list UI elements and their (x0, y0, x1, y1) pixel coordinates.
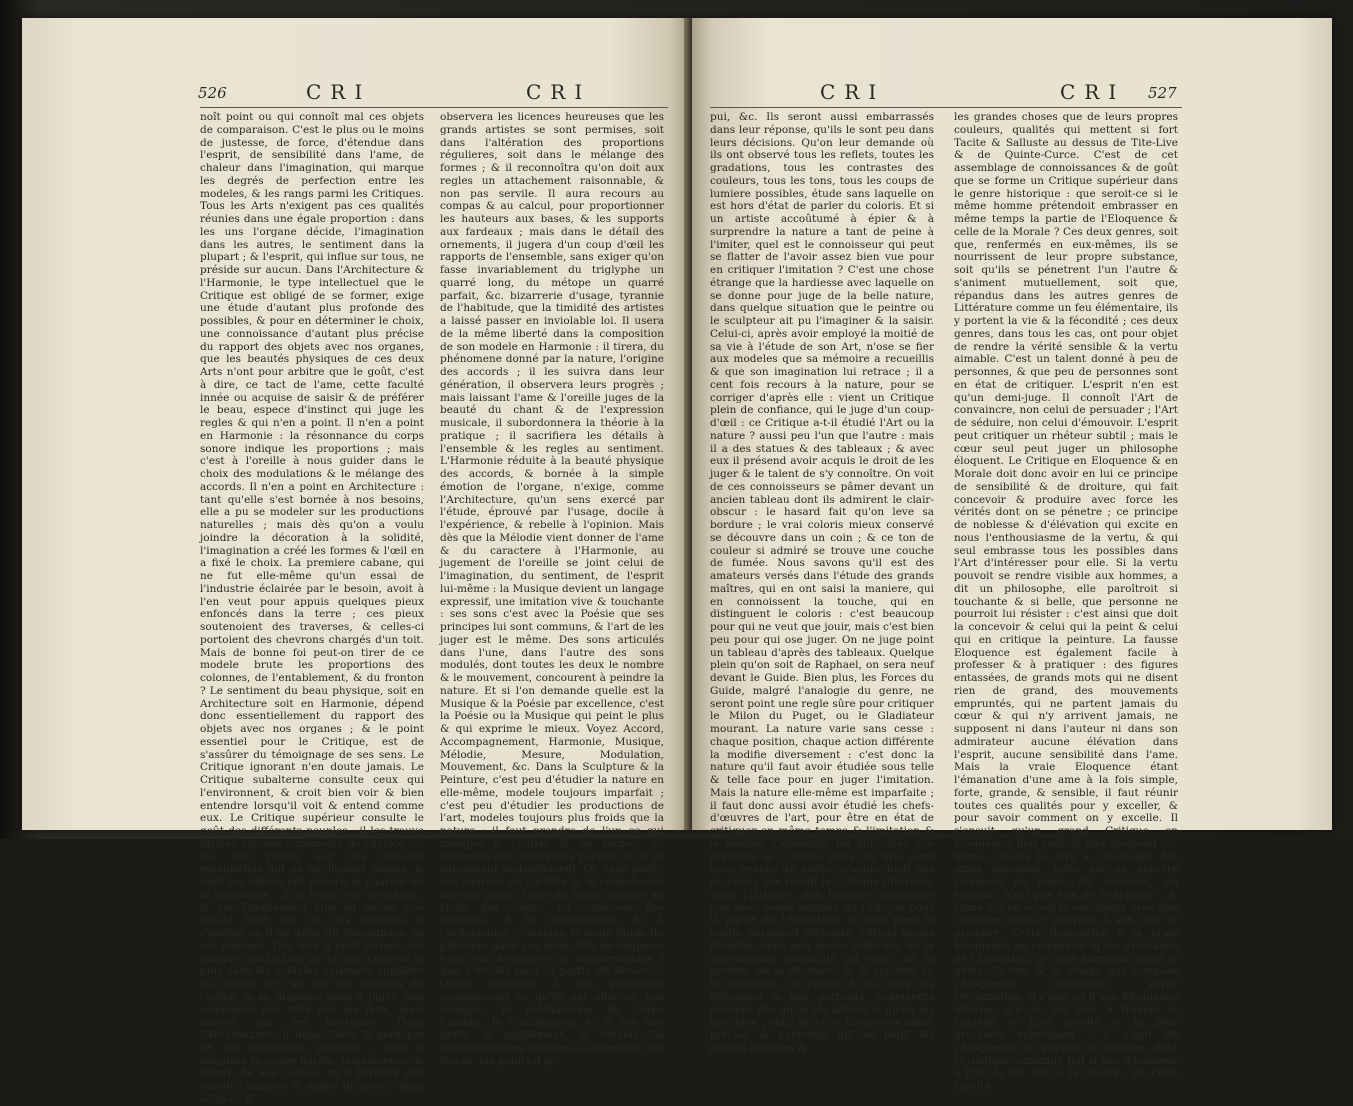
text-block: pui, &c. Ils seront aussi embarrassés dans leur réponse, qu'ils le sont peu dans leurs décisions. Qu'on leur demande où ils ont observé tous les reflets, toutes les gradations, tous les contrastes des couleurs, tous les tons, tous les coups de lumiere possibles, étude sans laquelle on est hors d'état de parler du coloris. Et si un artiste accoûtumé à épier & à surprendre la nature a tant de peine à l'imiter, quel est le connoisseur qui peut se flatter de l'avoir assez bien vue pour en critiquer l'imitation ? C'est une chose étrange que la hardiesse avec laquelle on se donne pour juge de la belle nature, dans quelque situation que le peintre ou le sculpteur ait pu l'imaginer & la saisir. Celui-ci, après avoir employé la moitié de sa vie à l'étude de son Art, n'ose se fier aux modeles que sa mémoire a recueillis & que son imagination lui retrace ; il a cent fois recours à la nature, pour se corriger d'après elle : vient un Critique plein de confiance, qui le juge d'un coup-d'œil : ce Critique a-t-il étudié l'Art ou la nature ? aussi peu l'un que l'autre : mais il a des statues & des tableaux ; & avec eux il présend avoir acquis le droit de les juger & le talent de s'y connoître. On voit de ces connoisseurs se pâmer devant un ancien tableau dont ils admirent le clair-obscur : le hasard fait qu'on leve sa bordure ; le vrai coloris mieux conservé se découvre dans un coin ; & ce ton de couleur si admiré se trouve une couche de fumée. Nous savons qu'il est des amateurs versés dans l'étude des grands maîtres, qui en ont saisi la maniere, qui en connoissent la touche, qui en distinguent le coloris : c'est beaucoup pour qui ne veut que jouir, mais c'est bien peu pour qui ose juger. On ne juge point un tableau d'après des tableaux. Quelque plein qu'on soit de Raphael, on sera neuf devant le Guide. Bien plus, les Forces du Guide, malgré l'analogie du genre, ne seront point une regle sûre pour critiquer le Milon du Puget, ou le Gladiateur mourant. La nature varie sans cesse : chaque position, chaque action différente la modifie diversement : c'est donc la nature qu'il faut avoir étudiée sous telle & telle face pour en juger l'imitation. Mais la nature elle-même est imparfaite ; il faut donc aussi avoir étudié les chefs-d'œuvres de l'art, pour être en état de critiquer en même temps & l'imitation & le modele. Cependant les difficultés que présente la Critique dans les Arts dont nous venons de parler, n'approchent pas de celles que réunit la Critique littéraire. Dans l'Histoire, aux lumieres profondes que nous avons exigées du Critique pour la partie de l'Erudition, se joint pour la partie purement littéraire, l'étude moins étendue, mais non moins réfléchie, de la majestueuse simplicité du style, de la netteté, de la décence, de la rapidité de la narration ; de l'usage & du choix des réflexions & des portraits, ornements puériles dès qu'on les affecte & qu'on les prodigue ; enfin de cette Eloquence mâle, précise, & naturelle, qui ne peint les grands hommes & (710, 111, 934, 1054)
header-rule-left (200, 107, 668, 108)
right-page-column-2 (954, 111, 1178, 1092)
page-number-left: 526 (198, 84, 227, 102)
text-block: observera les licences heureuses que les grands artistes se sont permises, soit dans l'altération des proportions régulieres, soit dans le mélange des formes ; & il reconnoîtra qu'on doit aux regles un attachement raisonnable, & non pas servile. Il aura recours au compas & au calcul, pour proportionner les hauteurs aux bases, & les supports aux fardeaux ; mais dans le détail des ornements, il jugera d'un coup d'œil les rapports de l'ensemble, sans exiger qu'on fasse invariablement du triglyphe un quarré long, du métope un quarré parfait, &c. bizarrerie d'usage, tyrannie de l'habitude, que la timidité des artistes a laissé passer en inviolable loi. Il usera de la même liberté dans la composition de son modele en Harmonie : il tirera, du phénomene donné par la nature, l'origine des accords ; il les suivra dans leur génération, il observera leurs progrès ; mais laissant l'ame & l'oreille juges de la beauté du chant & de l'expression musicale, il subordonnera la théorie à la pratique ; il sacrifiera les détails à l'ensemble & les regles au sentiment. L'Harmonie réduite à la beauté physique des accords, & bornée à la simple émotion de l'organe, n'exige, comme l'Architecture, qu'un sens exercé par l'étude, éprouvé par l'usage, docile à l'expérience, & rebelle à l'opinion. Mais dès que la Mélodie vient donner de l'ame & du caractere à l'Harmonie, au jugement de l'oreille se joint celui de l'imagination, du sentiment, de l'esprit lui-même : la Musique devient un langage expressif, une imitation vive & touchante : ses sons c'est avec la Poésie que ses principes lui sont communs, & l'art de les juger est le même. Des sons articulés dans l'une, dans l'autre des sons modulés, dont toutes les deux le nombre & le mouvement, concourent à peindre la nature. Et si l'on demande quelle est la Musique & la Poésie par excellence, c'est la Poésie ou la Musique qui peint le plus & qui exprime le mieux. Voyez Accord, Accompagnement, Harmonie, Musique, Mélodie, Mesure, Modulation, Mouvement, &c. Dans la Sculpture & la Peinture, c'est peu d'étudier la nature en elle-même, modele toujours imparfait ; c'est peu d'étudier les productions de l'art, modeles toujours plus froids que la nature : il faut prendre de l'un ce qui manque à l'autre, & se former un ensemble des différentes parties où ils se surpassent mutuellement. Or, sans parler des sources où l'artiste & le connoisseur doivent puiser l'idée du beau, relative au choix des sujets, au caractere des passions, à la composition, & à l'ordonnance ; combien la seule étude du physique dans ces deux Arts ne suppose-t-elle pas d'épreuves & d'observations ? que d'études pour la partie du dessein ! Qu'on demande à nos prétendus connoisseurs ce qu'ils ont observé, par exemple, le méchanisme du corps humain, la combinaison & le jeu des nerfs, le gonflement, la tension, la contraction des muscles, la direction des forces, les points d'ap- (440, 111, 664, 1067)
left-page (22, 18, 690, 1105)
running-head-left-1: CRI (306, 80, 372, 104)
right-page-column-1 (710, 111, 934, 1054)
text-block: les grandes choses que de leurs propres couleurs, qualités qui mettent si fort Tacite & Salluste au dessus de Tite-Live & de Quinte-Curce. C'est de cet assemblage de connoissances & de goût que se forme un Critique supérieur dans le genre historique : que seroit-ce si le même homme prétendoit embrasser en même temps la partie de l'Eloquence & celle de la Morale ? Ces deux genres, soit que, renfermés en eux-mêmes, ils se nourrissent de leur propre substance, soit qu'ils se pénetrent l'un l'autre & s'animent mutuellement, soit que, répandus dans les autres genres de Littérature comme un feu élémentaire, ils y portent la vie & la fécondité ; ces deux genres, dans tous les cas, ont pour objet de rendre la vérité sensible & la vertu aimable. C'est un talent donné à peu de personnes, & que peu de personnes sont en état de critiquer. L'esprit n'en est qu'un demi-juge. Il connoît l'Art de convaincre, non celui de persuader ; l'Art de séduire, non celui d'émouvoir. L'esprit peut critiquer un rhéteur subtil ; mais le cœur seul peut juger un philosophe éloquent. Le Critique en Eloquence & en Morale doit donc avoir en lui ce principe de sensibilité & de droiture, qui fait concevoir & produire avec force les vérités dont on se pénetre ; ce principe de noblesse & d'élévation qui excite en nous l'enthousiasme de la vertu, & qui seul embrasse tous les possibles dans l'Art d'intéresser pour elle. Si la vertu pouvoit se rendre visible aux hommes, a dit un philosophe, elle paroîtroit si touchante & si belle, que personne ne pourroit lui résister : c'est ainsi que doit la concevoir & celui qui la peint & celui qui en critique la peinture. La fausse Eloquence est également facile à professer & à pratiquer : des figures entassées, de grands mots qui ne disent rien de grand, des mouvements empruntés, qui ne partent jamais du cœur & qui n'y arrivent jamais, ne supposent ni dans l'auteur ni dans son admirateur aucune élévation dans l'esprit, aucune sensibilité dans l'ame. Mais la vraie Eloquence étant l'émanation d'une ame à la fois simple, forte, grande, & sensible, il faut réunir toutes ces qualités pour y exceller, & pour savoir comment on y excelle. Il s'ensuit qu'un grand Critique en Eloquence, doit pouvoir être éloquent lui-même. Osons le dire à l'avantage des ames sensibles, celui qui se pénetre vivement du beau, du touchant, du sublime, n'est pas loin de l'exprimer ; & l'ame qui en reçoit le sentiment avec une certaine chaleur, pourroit à son tour le produire. Cette disposition à la vraie Eloquence ne comprend ni les avantages de l'Elocution, ni cette harmonie entre le geste, le ton, & le visage qui compose l'Eloquence extérieure. Voyez Déclamation. Il s'agit ici d'une Eloquence interne, qui se fait jour à travers le langage le plus inculte & la plus grossiere expression : il s'agit de l'Eloquence du paysan du Danube, dont la rustique sublimité fait si peu d'honneur à l'Art & fait tant à la nature ; de cette faculté (954, 111, 1178, 1092)
running-head-left-2: CRI (526, 80, 592, 104)
left-page-column-1 (200, 111, 424, 1105)
running-head-right-1: CRI (820, 80, 886, 104)
header-rule-right (710, 107, 1182, 108)
running-head-right-2: CRI (1060, 80, 1126, 104)
text-block: noît point ou qui connoît mal ces objets de comparaison. C'est le plus ou le moins de justesse, de force, d'étendue dans l'esprit, de sensibilité dans l'ame, de chaleur dans l'imagination, qui marque les degrés de perfection entre les modeles, & les rangs parmi les Critiques. Tous les Arts n'exigent pas ces qualités réunies dans une égale proportion : dans les uns l'organe décide, l'imagination dans les autres, le sentiment dans la plupart ; & l'esprit, qui influe sur tous, ne préside sur aucun. Dans l'Architecture & l'Harmonie, le type intellectuel que le Critique est obligé de se former, exige une étude d'autant plus profonde des possibles, & pour en déterminer le choix, une connoissance d'autant plus précise du rapport des objets avec nos organes, que les beautés physiques de ces deux Arts n'ont pour arbitre que le goût, c'est à dire, ce tact de l'ame, cette faculté innée ou acquise de saisir & de préférer le beau, espece d'instinct qui juge les regles & qui n'en a point. Il n'en a point en Harmonie : la résonnance du corps sonore indique les proportions ; mais c'est à l'oreille à nous guider dans le choix des modulations & le mélange des accords. Il n'en a point en Architecture : tant qu'elle s'est bornée à nos besoins, elle a pu se modeler sur les productions naturelles ; mais dès qu'on a voulu joindre la décoration à la solidité, l'imagination a créé les formes & l'œil en a fixé le choix. La premiere cabane, qui ne fut elle-même qu'un essai de l'industrie éclairée par le besoin, avoit à l'en veut pour appuis quelques pieux enfoncés dans la terre ; ces pieux soutenoient des traverses, & celles-ci portoient des chevrons chargés d'un toit. Mais de bonne foi peut-on tirer de ce modele brute les proportions des colonnes, de l'entablement, & du fronton ? Le sentiment du beau physique, soit en Architecture soit en Harmonie, dépend donc essentiellement du rapport des objets avec nos organes ; & le point essentiel pour le Critique, est de s'assûrer du témoignage de ses sens. Le Critique ignorant n'en doute jamais. Le Critique subalterne consulte ceux qui l'environnent, & croit bien voir & bien entendre lorsqu'il voit & entend comme eux. Le Critique supérieur consulte le goût des différents peuples ; il les trouve divisés sur des ornements de caprice ; il les voit réunis sur des beautés essentielles qui ne vieillissent jamais, & dont les débris ont encore le charme de la nouveauté : il se replie sur lui-même ; & par l'impression plus ou moins vive qu'ont faite sur lui ces beautés, il s'assûre ou il se défie du témoignage de ses organes. Dès lors il peut former son modele intellectuel de ce qui l'affecte le plus dans les modeles existants, suppléer au défaut de l'un par les beautés de l'autre, & se disposer ainsi à juger, non seulement des faits par les faits, mais encore par les possibles. Dans l'Architecture, il dépouillera le gothique de ses ornements puériles ; mais il adoptera la coupe hardie, majestueuse, & légere de ses voûtes, qu'il revêtira des beautés simples & mâles du grec ; dans celui-ci, il (200, 111, 424, 1105)
left-page-column-2 (440, 111, 664, 1067)
page-number-right: 527 (1148, 84, 1177, 102)
right-page (692, 18, 1332, 1092)
